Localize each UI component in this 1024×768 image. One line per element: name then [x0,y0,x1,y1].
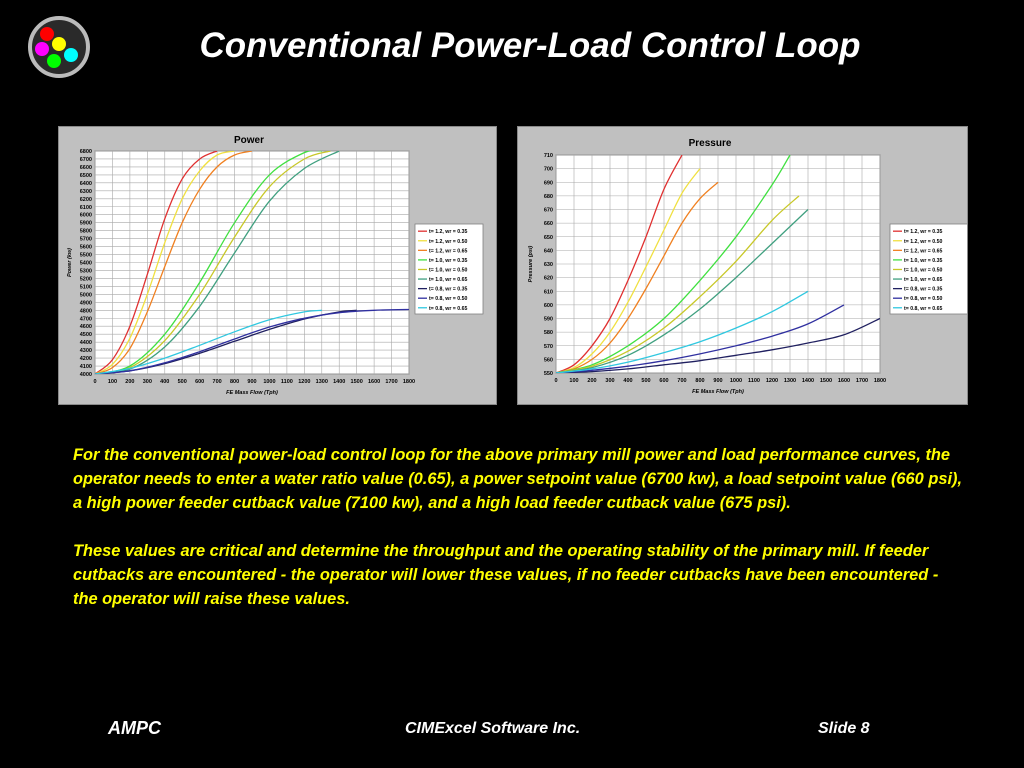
chart-title: Power [233,135,265,146]
y-tick-label: 5900 [79,220,92,227]
legend-entry: t= 1.2, wr = 0.50 [429,238,468,245]
x-tick-label: 0 [554,378,558,384]
y-tick-label: 610 [543,289,553,296]
x-tick-label: 400 [160,379,170,385]
x-tick-label: 300 [142,379,152,385]
x-tick-label: 1500 [819,378,833,384]
x-tick-label: 500 [641,378,651,384]
pressure-chart [517,126,968,405]
y-tick-label: 580 [543,330,553,337]
x-tick-label: 700 [677,378,687,384]
y-tick-label: 4500 [79,332,92,339]
legend-entry: t= 1.2, wr = 0.50 [904,238,943,245]
y-axis-label: Pressure (psi) [528,245,534,283]
x-tick-label: 500 [177,379,187,385]
legend-entry: t= 1.0, wr = 0.35 [904,257,943,264]
y-tick-label: 5800 [79,228,92,235]
x-tick-label: 1600 [367,379,381,385]
y-tick-label: 6300 [79,188,92,195]
x-tick-label: 600 [195,379,205,385]
power-chart [58,126,497,405]
body-text [73,443,963,635]
legend-entry: t= 1.2, wr = 0.65 [904,248,943,255]
y-tick-label: 550 [543,371,553,377]
y-tick-label: 4000 [79,372,92,378]
x-tick-label: 1500 [350,379,363,385]
y-tick-label: 560 [543,357,553,364]
y-tick-label: 6400 [79,180,92,187]
y-tick-label: 590 [543,316,553,323]
x-tick-label: 300 [605,378,615,384]
x-tick-label: 200 [587,378,597,384]
x-tick-label: 1100 [748,378,760,384]
x-tick-label: 1700 [855,378,869,384]
x-tick-label: 1200 [298,379,311,385]
y-tick-label: 5200 [79,276,92,283]
x-tick-label: 0 [93,379,97,385]
y-tick-label: 650 [543,234,553,241]
logo-dot-yellow [52,37,66,51]
x-tick-label: 800 [229,379,240,385]
ampc-logo [26,14,92,80]
legend-entry: t= 1.0, wr = 0.65 [904,277,943,284]
x-tick-label: 600 [659,378,669,384]
x-tick-label: 1800 [402,379,416,385]
y-tick-label: 630 [543,262,553,268]
paragraph-cutbacks: These values are critical and determine the throughput and the operating stability of the primary mill. If feeder cutbacks are encountered - the operator will lower these values, if no feeder cutbacks have been encountered - the operator will raise these values. [73,542,939,608]
y-tick-label: 6700 [79,156,92,163]
y-tick-label: 4700 [79,316,92,323]
y-tick-label: 4200 [79,356,92,363]
x-axis-label: FE Mass Flow (Tph) [692,389,744,395]
y-tick-label: 5000 [79,292,92,299]
x-tick-label: 200 [125,379,135,385]
y-tick-label: 4600 [79,324,92,331]
legend-entry: t= 1.0, wr = 0.50 [904,267,943,274]
y-tick-label: 4900 [79,300,92,307]
y-tick-label: 4300 [79,348,92,355]
y-tick-label: 4800 [79,308,92,315]
x-tick-label: 1000 [729,378,743,384]
y-axis-label: Power (kw) [67,247,73,278]
x-tick-label: 1400 [801,378,815,384]
x-tick-label: 800 [695,378,705,384]
x-tick-label: 900 [247,379,257,385]
legend-entry: t= 1.0, wr = 0.65 [429,277,468,284]
y-tick-label: 600 [543,302,553,309]
y-tick-label: 6500 [79,172,92,179]
footer-company: AMPC [108,718,161,738]
y-tick-label: 640 [543,248,553,255]
y-tick-label: 5500 [79,252,92,259]
x-tick-label: 1700 [385,379,398,385]
x-tick-label: 1300 [315,379,328,385]
y-tick-label: 6600 [79,164,92,171]
slide-number: Slide 8 [818,720,870,737]
legend-entry: t= 0.8, wr = 0.35 [904,286,943,293]
logo-dot-magenta [35,42,49,56]
y-tick-label: 660 [543,221,553,228]
paragraph-setpoints: For the conventional power-load control loop for the above primary mill power and load performance curves, the operator needs to enter a water ratio value (0.65), a power setpoint value (6700 kw), a load setpoint value (660 psi), a high power feeder cutback value (7100 kw), and a high load feeder cutback value (675 psi). [73,446,963,512]
y-tick-label: 620 [543,275,553,282]
legend-entry: t= 1.0, wr = 0.50 [429,267,468,274]
legend-entry: t= 1.2, wr = 0.35 [429,229,468,236]
y-tick-label: 570 [543,343,553,350]
legend-entry: t= 1.2, wr = 0.35 [904,229,943,236]
x-tick-label: 1000 [263,379,276,385]
x-tick-label: 400 [623,378,633,384]
legend-entry: t= 1.2, wr = 0.65 [429,248,468,255]
y-tick-label: 5600 [79,244,92,251]
x-tick-label: 900 [713,378,723,384]
logo-dot-red [40,27,54,41]
legend-entry: t= 0.8, wr = 0.35 [429,286,468,293]
x-tick-label: 1200 [765,378,779,384]
x-tick-label: 700 [212,379,222,385]
x-axis-label: FE Mass Flow (Tph) [226,390,278,396]
y-tick-label: 670 [543,207,553,214]
legend-entry: t= 0.8, wr = 0.50 [904,296,943,303]
legend-entry: t= 0.8, wr = 0.65 [904,305,943,312]
logo-dot-green [47,54,61,68]
y-tick-label: 5400 [79,260,92,267]
legend-entry: t= 1.0, wr = 0.35 [429,257,468,264]
x-tick-label: 1800 [873,378,887,384]
legend-entry: t= 0.8, wr = 0.50 [429,296,468,303]
y-tick-label: 6000 [79,212,92,219]
y-tick-label: 710 [543,153,553,159]
y-tick-label: 6100 [79,204,92,211]
x-tick-label: 100 [569,378,579,384]
x-tick-label: 1300 [783,378,797,384]
logo-dot-cyan [64,48,78,62]
y-tick-label: 4100 [79,364,92,371]
legend-entry: t= 0.8, wr = 0.65 [429,305,468,312]
power-chart-svg [59,127,496,404]
y-tick-label: 680 [543,193,553,200]
x-tick-label: 100 [107,379,118,385]
y-tick-label: 5700 [79,236,92,243]
x-tick-label: 1400 [333,379,346,385]
x-tick-label: 1100 [280,379,293,385]
y-tick-label: 690 [543,180,553,187]
y-tick-label: 6200 [79,196,92,203]
y-tick-label: 6800 [79,149,92,155]
pressure-chart-svg [518,127,967,404]
footer-publisher: CIMExcel Software Inc. [405,720,581,737]
chart-title: Pressure [688,138,732,149]
y-tick-label: 5300 [79,268,92,275]
x-tick-label: 1600 [837,378,851,384]
y-tick-label: 5100 [79,284,92,291]
y-tick-label: 700 [543,166,553,173]
slide-title: Conventional Power-Load Control Loop [199,26,861,65]
y-tick-label: 4400 [79,340,92,347]
